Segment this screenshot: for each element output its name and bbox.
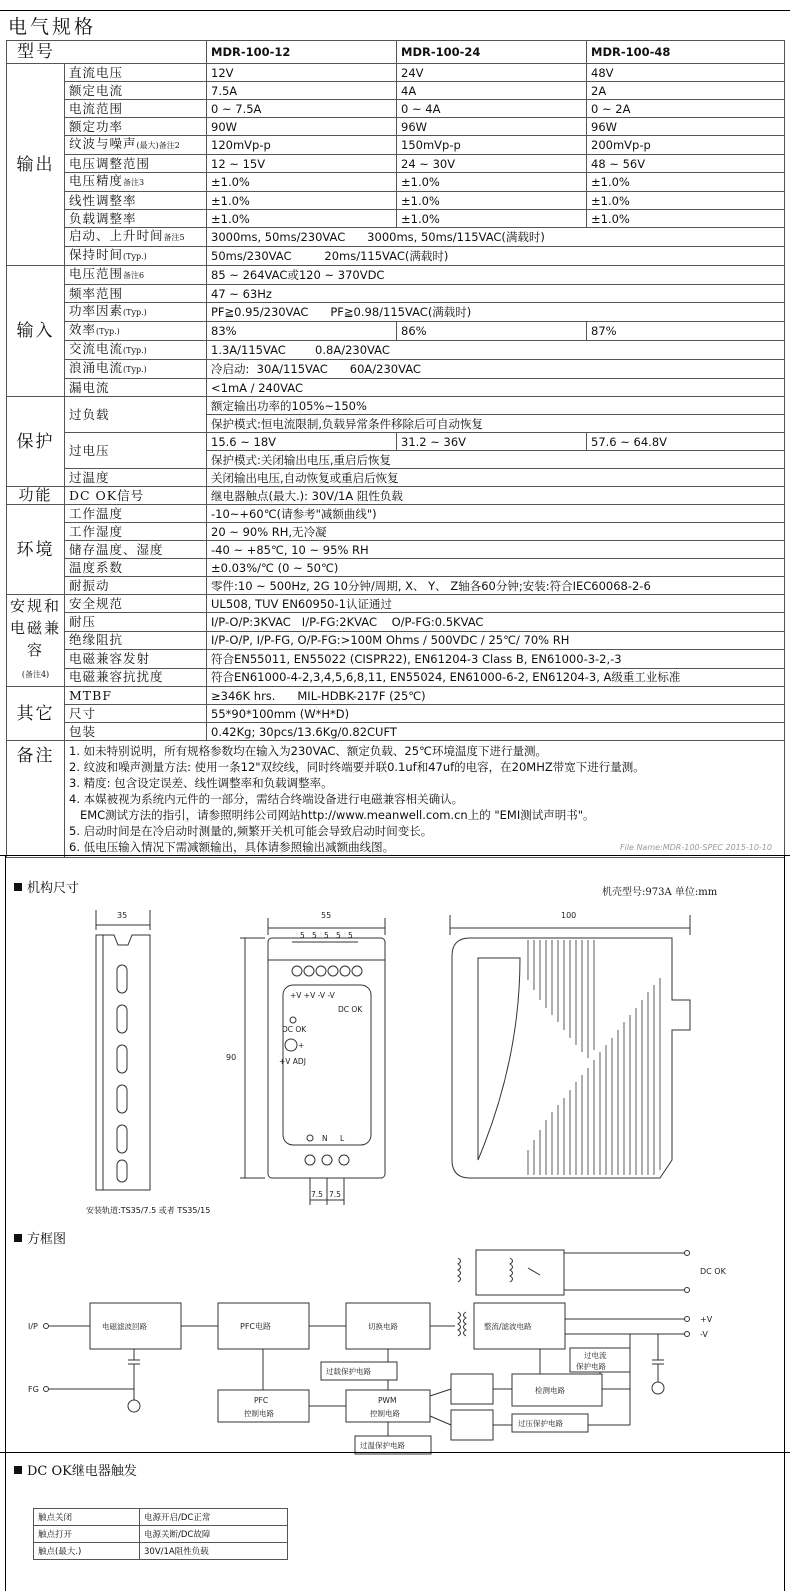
dcok-label: DC OK xyxy=(282,1025,307,1034)
dcok-cell: 电源关断/DC故障 xyxy=(140,1526,288,1543)
square-bullet-icon xyxy=(14,1466,22,1474)
item: 过温度 xyxy=(65,469,207,487)
pfc-ctrl-block: PFC xyxy=(254,1396,269,1405)
cell: ±0.03%/℃ (0 ~ 50℃) xyxy=(207,559,785,577)
item-label: 保持时间 xyxy=(69,247,124,262)
item-label: 浪涌电流 xyxy=(69,360,124,375)
item: 电磁兼容发射 xyxy=(65,650,207,668)
item-note: 备注6 xyxy=(123,271,145,280)
table-row xyxy=(34,1509,288,1526)
item: 耐压 xyxy=(65,613,207,631)
item: 直流电压 xyxy=(65,64,207,82)
cell: I/P-O/P:3KVAC I/P-FG:2KVAC O/P-FG:0.5KVAC xyxy=(207,613,785,631)
cell: 7.5A xyxy=(207,82,397,100)
vplus-label: +V xyxy=(700,1315,713,1324)
pfc-ctrl-block: 控制电路 xyxy=(244,1409,274,1418)
front-view-drawing xyxy=(240,918,385,1205)
cell: ±1.0% xyxy=(587,192,785,210)
cell: ±1.0% xyxy=(397,192,587,210)
item: 工作湿度 xyxy=(65,523,207,541)
cell: -40 ~ +85℃, 10 ~ 95% RH xyxy=(207,541,785,559)
item-label: 纹波与噪声 xyxy=(69,136,137,151)
dcok-divider xyxy=(0,1452,790,1453)
cell: 55*90*100mm (W*H*D) xyxy=(207,705,785,723)
l-label: L xyxy=(340,1134,345,1143)
cat-notes: 备注 xyxy=(7,741,65,858)
cell: 24V xyxy=(397,64,587,82)
cell: 0 ~ 4A xyxy=(397,100,587,118)
item: 漏电流 xyxy=(65,379,207,397)
ovp-block: 过压保护电路 xyxy=(518,1419,563,1428)
table-row xyxy=(34,1543,288,1560)
item: 额定电流 xyxy=(65,82,207,100)
item-note: (Typ.) xyxy=(123,365,147,374)
cell: 关闭输出电压,自动恢复或重启后恢复 xyxy=(207,469,785,487)
pwm-block: 控制电路 xyxy=(370,1409,400,1418)
cell: 保护模式:关闭输出电压,重启后恢复 xyxy=(207,451,785,469)
din-rail-drawing xyxy=(96,910,150,1190)
n-label: N xyxy=(322,1134,328,1143)
item-label: 效率 xyxy=(69,322,97,337)
cell: ±1.0% xyxy=(207,192,397,210)
cell: 86% xyxy=(397,322,587,341)
cell: 1.3A/115VAC 0.8A/230VAC xyxy=(207,341,785,360)
cell: 符合EN55011, EN55022 (CISPR22), EN61204-3 Class B, EN61000-3-2,-3 xyxy=(207,650,785,668)
cell: 保护模式:恒电流限制,负载异常条件移除后可自动恢复 xyxy=(207,415,785,433)
cell: ±1.0% xyxy=(587,173,785,192)
dcok-cell: 触点(最大.) xyxy=(34,1543,140,1560)
cat-safety-label: 安规和电磁兼容 xyxy=(9,597,61,659)
pwm-block: PWM xyxy=(378,1396,397,1405)
item: 额定功率 xyxy=(65,118,207,136)
dcok-top-label: DC OK xyxy=(338,1005,363,1014)
cell: 符合EN61000-4-2,3,4,5,6,8,11, EN55024, EN61000-6-2, EN61204-3, A级重工业标准 xyxy=(207,668,785,686)
note-line: 2. 纹波和噪声测量方法: 使用一条12"双绞线，同时终端要并联0.1uf和47uf的电容，在20MHZ带宽下进行量测。 xyxy=(69,760,645,774)
dcok-output-label: DC OK xyxy=(700,1267,726,1276)
rail-note: 安装轨道:TS35/7.5 或者 TS35/15 xyxy=(86,1206,211,1215)
cell: 2A xyxy=(587,82,785,100)
cell: ±1.0% xyxy=(397,173,587,192)
cell: 87% xyxy=(587,322,785,341)
item: 电流范围 xyxy=(65,100,207,118)
item: 负载调整率 xyxy=(65,210,207,228)
pfc-block: PFC电路 xyxy=(240,1322,272,1331)
cat-other: 其它 xyxy=(7,687,65,741)
item: 耐振动 xyxy=(65,577,207,595)
cell: 3000ms, 50ms/230VAC 3000ms, 50ms/115VAC(满载时) xyxy=(207,228,785,247)
cell: 15.6 ~ 18V xyxy=(207,433,397,451)
block-heading xyxy=(14,1228,66,1247)
note-line: 3. 精度: 包含设定误差、线性调整率和负载调整率。 xyxy=(69,776,333,790)
file-name: File Name:MDR-100-SPEC 2015-10-10 xyxy=(619,843,772,852)
dim-pitch-bottom: 7.5 xyxy=(311,1190,323,1199)
note-line: 6. 低电压输入情况下需减额输出，具体请参照输出减额曲线图。 xyxy=(69,840,395,854)
item: 电磁兼容抗扰度 xyxy=(65,668,207,686)
emi-block: 电磁滤波回路 xyxy=(102,1322,147,1331)
item-note: (Typ.) xyxy=(96,327,120,336)
item: 安全规范 xyxy=(65,595,207,613)
cell: 48V xyxy=(587,64,785,82)
dcok-table xyxy=(33,1508,288,1560)
item-note: 备注3 xyxy=(123,178,145,187)
cell: 24 ~ 30V xyxy=(397,155,587,173)
switch-block: 切换电路 xyxy=(368,1322,398,1331)
cell: 48 ~ 56V xyxy=(587,155,785,173)
cell: 120mVp-p xyxy=(207,136,397,155)
item: 尺寸 xyxy=(65,705,207,723)
item: DC OK信号 xyxy=(65,487,207,505)
item: 过负载 xyxy=(65,397,207,433)
cell: -10~+60℃(请参考"减额曲线") xyxy=(207,505,785,523)
item: 过电压 xyxy=(65,433,207,469)
dim-100: 100 xyxy=(561,911,577,920)
detect-block: 检测电路 xyxy=(535,1386,565,1395)
model-3: MDR-100-48 xyxy=(587,41,785,64)
side-view-drawing xyxy=(450,915,690,1178)
item-note: (最大)备注2 xyxy=(136,141,180,150)
cell: 12 ~ 15V xyxy=(207,155,397,173)
item: MTBF xyxy=(65,687,207,705)
dim-90: 90 xyxy=(226,1053,237,1062)
cell: ±1.0% xyxy=(397,210,587,228)
dcok-cell: 触点关闭 xyxy=(34,1509,140,1526)
dim-pitch: 5 xyxy=(312,931,317,940)
dcok-heading xyxy=(14,1460,137,1479)
item-note: 备注5 xyxy=(163,233,185,242)
table-row xyxy=(34,1526,288,1543)
cell: 96W xyxy=(587,118,785,136)
dim-pitch: 5 xyxy=(324,931,329,940)
item: 包装 xyxy=(65,723,207,741)
block-title: 方框图 xyxy=(27,1232,67,1247)
plus-label: + xyxy=(298,1041,305,1050)
item-label: 交流电流 xyxy=(69,341,124,356)
item-label: 启动、上升时间 xyxy=(69,228,164,243)
fg-label: FG xyxy=(28,1385,39,1394)
note-line: 5. 启动时间是在冷启动时测量的,频繁开关机可能会导致启动时间变长。 xyxy=(69,824,433,838)
dim-pitch: 5 xyxy=(336,931,341,940)
cell: I/P-O/P, I/P-FG, O/P-FG:>100M Ohms / 500VDC / 25℃/ 70% RH xyxy=(207,631,785,649)
cell: UL508, TUV EN60950-1认证通过 xyxy=(207,595,785,613)
cell: 4A xyxy=(397,82,587,100)
cell: 0 ~ 2A xyxy=(587,100,785,118)
cat-protection: 保护 xyxy=(7,397,65,487)
item-label: 功率因素 xyxy=(69,303,124,318)
item: 频率范围 xyxy=(65,285,207,303)
cell: 额定输出功率的105%~150% xyxy=(207,397,785,415)
item: 绝缘阻抗 xyxy=(65,631,207,649)
model-1: MDR-100-12 xyxy=(207,41,397,64)
cell: <1mA / 240VAC xyxy=(207,379,785,397)
terminal-labels: +V +V -V -V xyxy=(290,991,335,1000)
ocp-block: 保护电路 xyxy=(576,1362,606,1371)
cell: 83% xyxy=(207,322,397,341)
item-note: (Typ.) xyxy=(123,308,147,317)
dcok-cell: 30V/1A阻性负载 xyxy=(140,1543,288,1560)
ip-label: I/P xyxy=(28,1322,38,1331)
dcok-title: DC OK继电器触发 xyxy=(27,1464,137,1479)
dim-pitch-bottom: 7.5 xyxy=(329,1190,341,1199)
cell: 57.6 ~ 64.8V xyxy=(587,433,785,451)
dim-35: 35 xyxy=(117,911,128,920)
cell: 12V xyxy=(207,64,397,82)
cell: 96W xyxy=(397,118,587,136)
cat-output: 输出 xyxy=(7,64,65,266)
cell: ±1.0% xyxy=(207,173,397,192)
page-title: 电气规格 xyxy=(8,16,97,38)
cell: ≥346K hrs. MIL-HDBK-217F (25℃) xyxy=(207,687,785,705)
item: 温度系数 xyxy=(65,559,207,577)
cell: 47 ~ 63Hz xyxy=(207,285,785,303)
square-bullet-icon xyxy=(14,1234,22,1242)
cat-input: 输入 xyxy=(7,266,65,397)
item-label: 电压范围 xyxy=(69,266,124,281)
vminus-label: -V xyxy=(700,1330,708,1339)
cell: ±1.0% xyxy=(207,210,397,228)
cell: PF≧0.95/230VAC PF≧0.98/115VAC(满载时) xyxy=(207,303,785,322)
note-line: 4. 本媒被视为系统内元件的一部分，需结合终端设备进行电磁兼容相关确认。 xyxy=(69,792,464,806)
cell: 90W xyxy=(207,118,397,136)
case-model: 机壳型号:973A 单位:mm xyxy=(602,887,718,898)
mech-title: 机构尺寸 xyxy=(27,881,80,896)
cell: 继电器触点(最大.): 30V/1A 阻性负载 xyxy=(207,487,785,505)
item-note: (Typ.) xyxy=(123,252,147,261)
item-label: 电压精度 xyxy=(69,173,124,188)
dim-pitch: 5 xyxy=(300,931,305,940)
rect-block: 整流/滤波电路 xyxy=(484,1322,532,1331)
cell: 20 ~ 90% RH,无冷凝 xyxy=(207,523,785,541)
cell: ±1.0% xyxy=(587,210,785,228)
item: 工作温度 xyxy=(65,505,207,523)
item: 储存温度、湿度 xyxy=(65,541,207,559)
ovld-block: 过载保护电路 xyxy=(326,1367,371,1376)
dim-55: 55 xyxy=(321,911,332,920)
cell: 85 ~ 264VAC或120 ~ 370VDC xyxy=(207,266,785,285)
vadj-label: +V ADJ xyxy=(279,1057,306,1066)
cat-function: 功能 xyxy=(7,487,65,505)
dcok-cell: 触点打开 xyxy=(34,1526,140,1543)
cell: 200mVp-p xyxy=(587,136,785,155)
cell: 50ms/230VAC 20ms/115VAC(满载时) xyxy=(207,247,785,266)
cat-safety-note: (备注4) xyxy=(21,670,50,679)
note-line: EMC测试方法的指引，请参照明纬公司网站http://www.meanwell.com.cn上的 "EMI测试声明书"。 xyxy=(69,808,595,822)
cell: 0.42Kg; 30pcs/13.6Kg/0.82CUFT xyxy=(207,723,785,741)
dcok-cell: 电源开启/DC正常 xyxy=(140,1509,288,1526)
cell: 零件:10 ~ 500Hz, 2G 10分钟/周期, X、 Y、 Z轴各60分钟;安装:符合IEC60068-2-6 xyxy=(207,577,785,595)
otp-block: 过温保护电路 xyxy=(360,1441,405,1450)
item: 线性调整率 xyxy=(65,192,207,210)
model-2: MDR-100-24 xyxy=(397,41,587,64)
item-note: (Typ.) xyxy=(123,346,147,355)
note-line: 1. 如未特别说明，所有规格参数均在输入为230VAC、额定负载、25℃环境温度下进行量测。 xyxy=(69,744,547,758)
dim-pitch: 5 xyxy=(348,931,353,940)
item: 电压调整范围 xyxy=(65,155,207,173)
model-label: 型号 xyxy=(7,41,207,64)
ocp-block: 过电流 xyxy=(584,1351,607,1360)
cell: 31.2 ~ 36V xyxy=(397,433,587,451)
cell: 0 ~ 7.5A xyxy=(207,100,397,118)
cat-env: 环境 xyxy=(7,505,65,595)
cell: 150mVp-p xyxy=(397,136,587,155)
cell: 冷启动: 30A/115VAC 60A/230VAC xyxy=(207,360,785,379)
